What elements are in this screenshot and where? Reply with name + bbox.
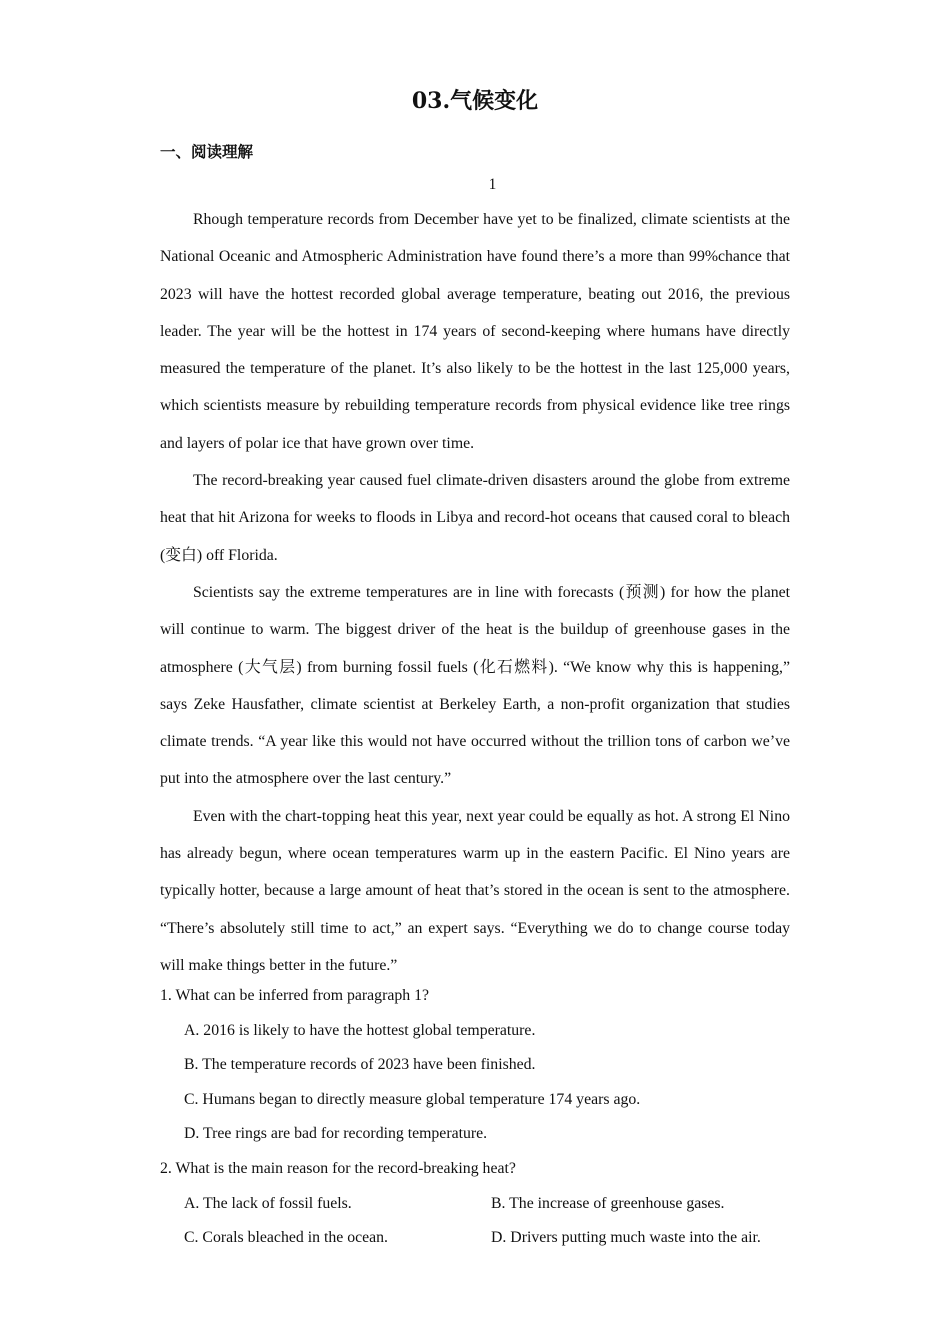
paragraph-1: Rhough temperature records from December have yet to be finalized, climate scientists at the National Oceanic and Atmospheric Administration have found there’s a more than 99%chance that 2023 will have the hottest recorded global average temperature, beating out 2016, the previous leader. The year will be the hottest in 174 years of second-keeping where humans have directly measured the temperature of the planet. It’s also likely to be the hottest in the last 125,000 years, which scientists measure by rebuilding temperature records from physical evidence like tree rings and layers of polar ice that have grown over time. [160,211,790,452]
question-2-option-b: B. The increase of greenhouse gases. [491,1194,725,1212]
question-2-option-a: A. The lack of fossil fuels. [184,1194,352,1212]
question-list [160,979,790,1256]
question-2-option-d: D. Drivers putting much waste into the air. [491,1229,761,1247]
passage-number: 1 [488,176,497,193]
section-heading: 一、阅读理解 [160,143,254,161]
paragraph-3: Scientists say the extreme temperatures are in line with forecasts (预测) for how the planet will continue to warm. The biggest driver of the heat is the buildup of greenhouse gases in the atmosphere (大气层) from burning fossil fuels (化石燃料). “We know why this is happening,” says Zeke Hausfather, climate scientist at Berkeley Earth, a non-profit organization that studies climate trends. “A year like this would not have occurred without the trillion tons of carbon we’ve put into the atmosphere over the last century.” [160,583,790,788]
question-1-option-d: D. Tree rings are bad for recording temperature. [184,1125,488,1143]
page-title: 03.气候变化 [411,88,539,114]
question-1-option-b: B. The temperature records of 2023 have been finished. [184,1056,536,1074]
paragraph-2: The record-breaking year caused fuel climate-driven disasters around the globe from extreme heat that hit Arizona for weeks to floods in Libya and record-hot oceans that caused coral to bleach (变白) off Florida. [160,472,790,564]
question-1-stem: 1. What can be inferred from paragraph 1? [160,987,430,1004]
paragraph-4: Even with the chart-topping heat this year, next year could be equally as hot. A strong El Nino has already begun, where ocean temperatures warm up in the eastern Pacific. El Nino years are typically hotter, because a large amount of heat that’s stored in the ocean is sent to the atmosphere. “There’s absolutely still time to act,” an expert says. “Everything we do to change course today will make things better in the future.” [160,807,790,974]
question-1-option-c: C. Humans began to directly measure global temperature 174 years ago. [184,1090,641,1108]
question-1-option-a: A. 2016 is likely to have the hottest global temperature. [184,1021,536,1039]
reading-passage [160,201,790,984]
question-2-option-c: C. Corals bleached in the ocean. [184,1229,388,1247]
question-2-options-row-1 [160,1187,790,1222]
question-2-options-row-2 [160,1221,790,1256]
question-2-stem: 2. What is the main reason for the record-breaking heat? [160,1159,516,1177]
